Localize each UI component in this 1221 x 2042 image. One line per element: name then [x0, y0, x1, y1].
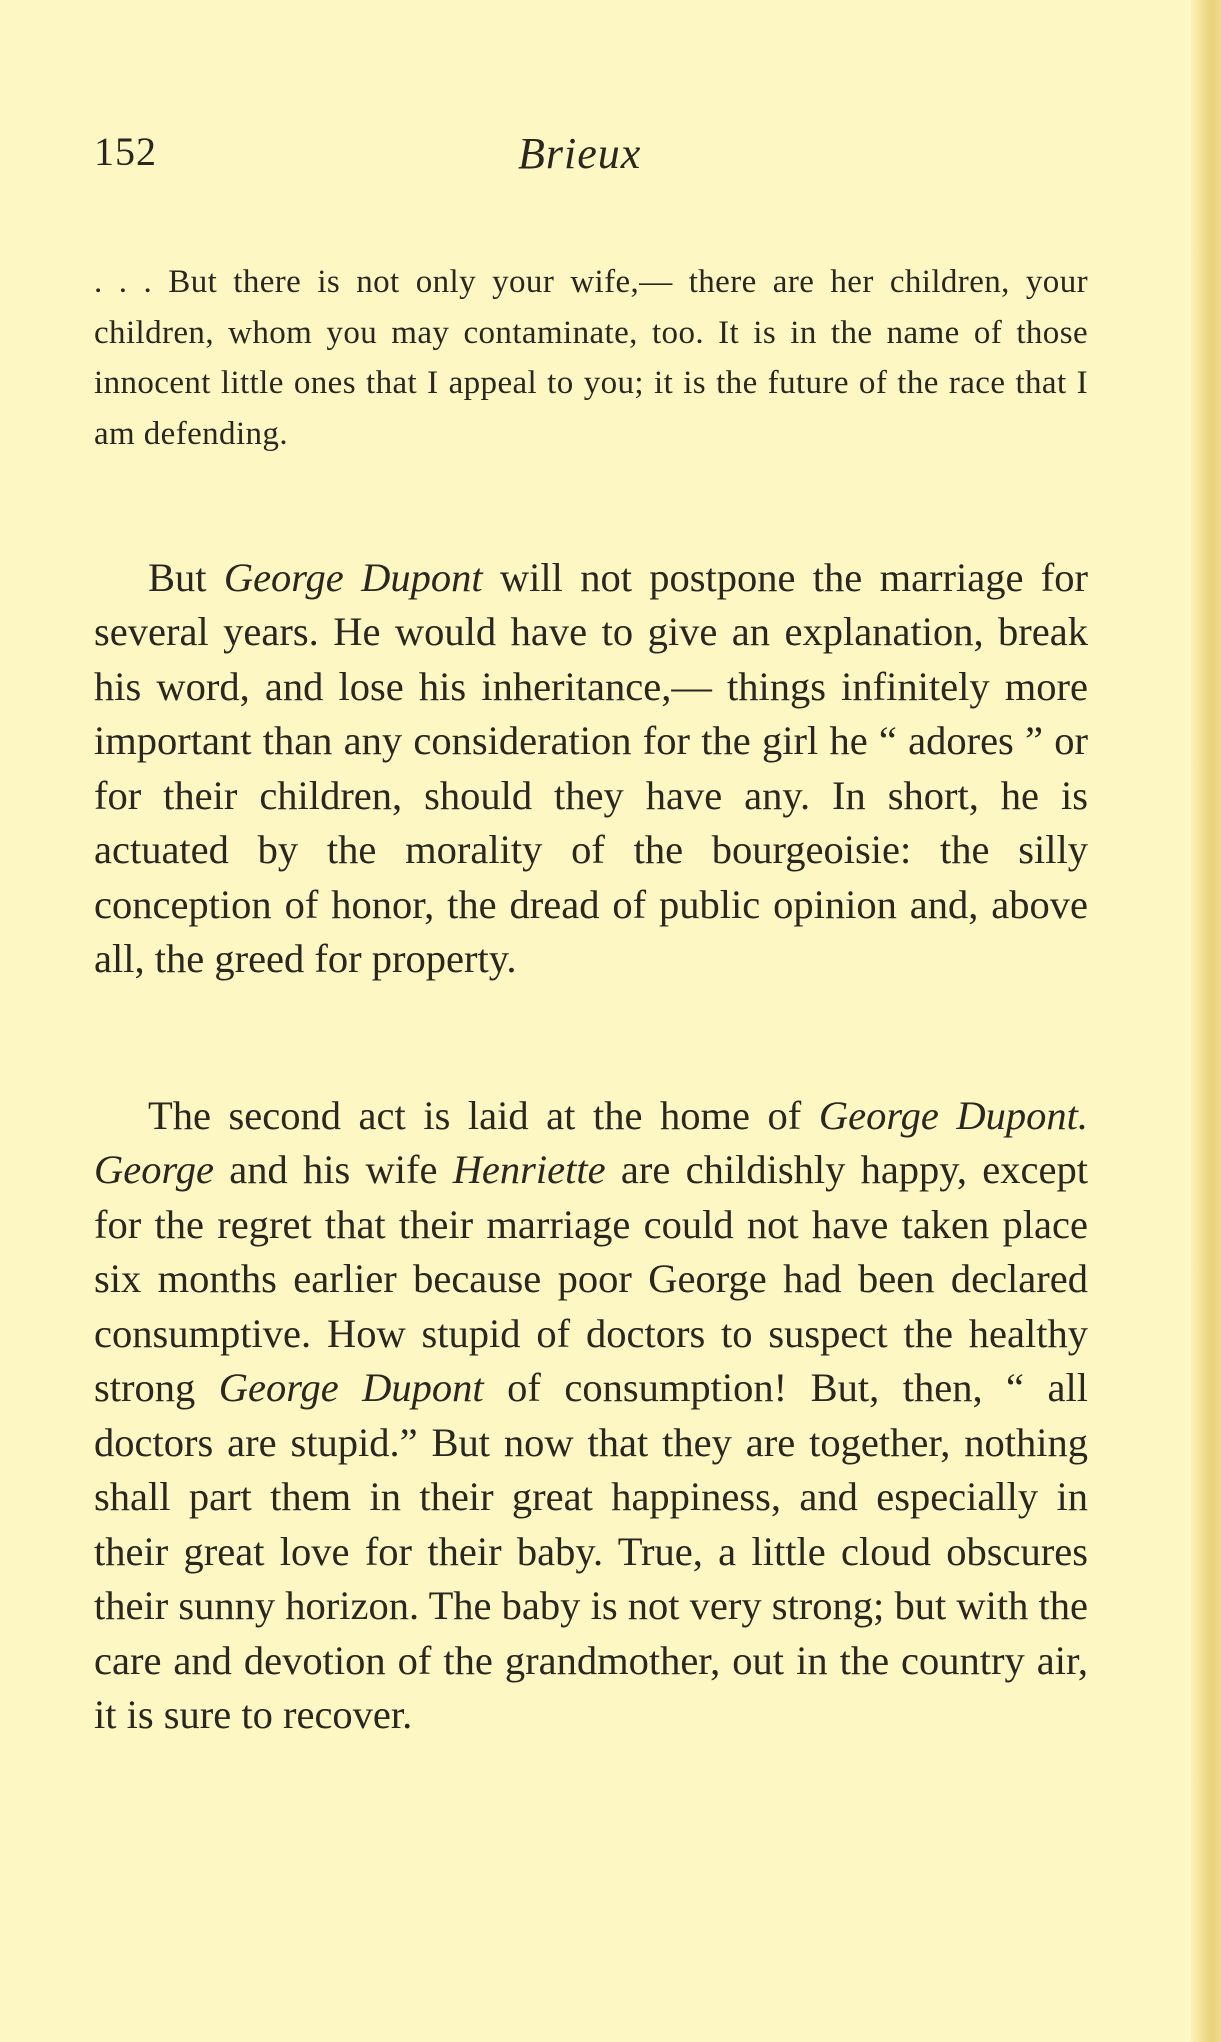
character-name: George: [94, 1147, 214, 1192]
paragraph-2-text: are childishly happy, except for the regret that their marriage could not have taken place six months earlier because poor George had been declared consumptive. How stupid of doctors to suspect the healthy strong: [94, 1147, 1088, 1410]
character-name: George Dupont: [218, 1365, 484, 1410]
character-name: George Dupont: [223, 554, 483, 600]
paragraph-1: [94, 551, 1088, 987]
character-name: George Dupont.: [818, 1092, 1089, 1138]
character-name: Henriette: [452, 1147, 606, 1192]
paragraph-1-text: But: [148, 554, 224, 600]
paragraph-2-text: and his wife: [213, 1147, 453, 1192]
paragraph-1-text: will not postpone the marriage for several years. He would have to give an explanation, break his word, and lose his inheritance,— things infinitely more important than any consideration for the girl he “ adores ” or for their children, should they have any. In short, he is actuated by the morality of the bourgeoisie: the silly conception of honor, the dread of public opinion and, above all, the greed for property.: [94, 554, 1089, 981]
quoted-passage: . . . But there is not only your wife,— there are her children, your children, whom you may contaminate, too. It is in the name of those innocent little ones that I appeal to you; it is the future of the race that I am defending.: [94, 264, 1088, 452]
page-header: [94, 128, 1088, 188]
page-edge-shadow: [1191, 0, 1221, 2042]
running-head: Brieux: [518, 129, 642, 178]
paragraph-2-text: The second act is laid at the home of: [148, 1092, 819, 1138]
paragraph-2-text: of consumption! But, then, “ all doctors are stupid.” But now that they are together, nothing shall part them in their great happiness, and especially in their great love for their baby. True, a little cloud obscures their sunny horizon. The baby is not very strong; but with the care and devotion of the grandmother, out in the country air, it is sure to recover.: [94, 1365, 1088, 1737]
page-number: 152: [94, 129, 157, 174]
paragraph-2: [94, 1089, 1088, 1743]
